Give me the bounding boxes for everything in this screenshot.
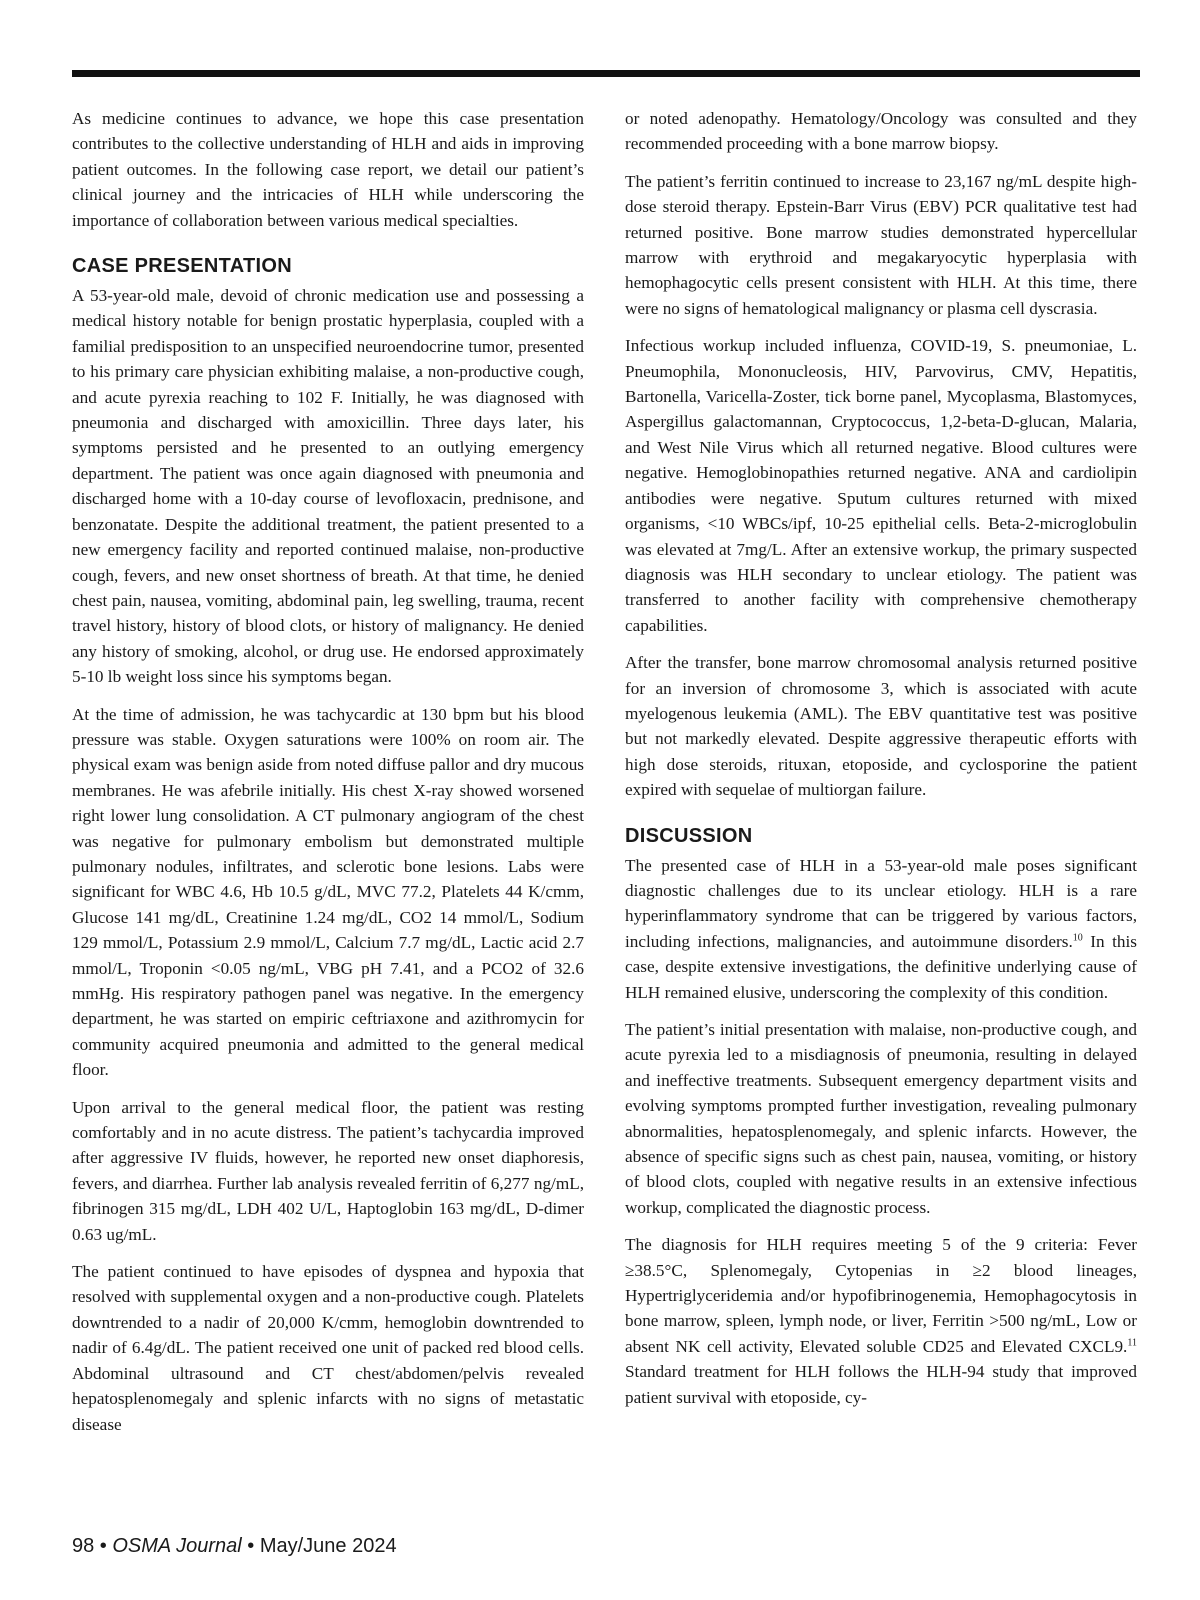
discussion-text-1b: In this case, despite extensive investigations, the definitive underlying cause of HLH remained elusive, underscoring the complexity of this condition. <box>625 931 1137 1002</box>
case-paragraph-7: Infectious workup included influenza, COVID-19, S. pneumoniae, L. Pneumophila, Mononucleosis, HIV, Parvovirus, CMV, Hepatitis, Bartonella, Varicella-Zoster, tick borne panel, Mycoplasma, Blastomyces, Aspergillus galactomannan, Cryptococcus, 1,2-beta-D-glucan, Malaria, and West Nile Virus which all returned negative. Blood cultures were negative. Hemoglobinopathies returned negative. ANA and cardiolipin antibodies were negative. Sputum cultures returned with mixed organisms, <10 WBCs/ipf, 10-25 epithelial cells. Beta-2-microglobulin was elevated at 7mg/L. After an extensive workup, the primary suspected diagnosis was HLH secondary to unclear etiology. The patient was transferred to another facility with comprehensive chemotherapy capabilities. <box>625 336 1137 635</box>
header-rule <box>72 70 1140 77</box>
footer-separator: • <box>241 1535 260 1557</box>
page-footer <box>72 1535 397 1558</box>
case-paragraph-5: or noted adenopathy. Hematology/Oncology was consulted and they recommended proceeding with a bone marrow biopsy. <box>625 109 1137 154</box>
right-column <box>625 106 1137 1422</box>
case-paragraph-4: The patient continued to have episodes of dyspnea and hypoxia that resolved with supplemental oxygen and a non-productive cough. Platelets downtrended to a nadir of 20,000 K/cmm, hemoglobin downtrended to nadir of 6.4g/dL. The patient received one unit of packed red blood cells. Abdominal ultrasound and CT chest/abdomen/pelvis revealed hepatosplenomegaly and splenic infarcts with no signs of metastatic disease <box>72 1262 584 1434</box>
discussion-text-3b: Standard treatment for HLH follows the HLH-94 study that improved patient survival with etoposide, cy- <box>625 1362 1137 1407</box>
case-paragraph-3: Upon arrival to the general medical floor, the patient was resting comfortably and in no acute distress. The patient’s tachycardia improved after aggressive IV fluids, however, he reported new onset diaphoresis, fevers, and diarrhea. Further lab analysis revealed ferritin of 6,277 ng/mL, fibrinogen 315 mg/dL, LDH 402 U/L, Haptoglobin 163 mg/dL, D-dimer 0.63 ug/mL. <box>72 1097 584 1244</box>
discussion-paragraph-1 <box>625 853 1137 1005</box>
page-number: 98 <box>72 1535 95 1557</box>
case-paragraph-8: After the transfer, bone marrow chromosomal analysis returned positive for an inversion of chromosome 3, which is associated with acute myelogenous leukemia (AML). The EBV quantitative test was positive but not markedly elevated. Despite aggressive therapeutic efforts with high dose steroids, rituxan, etoposide, and cyclosporine the patient expired with sequelae of multiorgan failure. <box>625 653 1137 800</box>
journal-name: OSMA Journal <box>112 1535 242 1557</box>
footer-separator: • <box>94 1535 113 1557</box>
discussion-paragraph-3 <box>625 1232 1137 1410</box>
discussion-heading: DISCUSSION <box>625 824 753 847</box>
discussion-text-3a: The diagnosis for HLH requires meeting 5 of the 9 criteria: Fever ≥38.5°C, Splenomegaly, Cytopenias in ≥2 blood lineages, Hypertriglyceridemia and/or hypofibrinogenemia, Hemophagocytosis in bone marrow, spleen, lymph node, or liver, Ferritin >500 ng/mL, Low or absent NK cell activity, Elevated soluble CD25 and Elevated CXCL9. <box>625 1235 1137 1356</box>
case-paragraph-2: At the time of admission, he was tachycardic at 130 bpm but his blood pressure was stable. Oxygen saturations were 100% on room air. The physical exam was benign aside from noted diffuse pallor and dry mucous membranes. He was afebrile initially. His chest X-ray showed worsened right lower lung consolidation. A CT pulmonary angiogram of the chest was negative for pulmonary embolism but demonstrated multiple pulmonary nodules, infiltrates, and sclerotic bone lesions. Labs were significant for WBC 4.6, Hb 10.5 g/dL, MVC 77.2, Platelets 44 K/cmm, Glucose 141 mg/dL, Creatinine 1.24 mg/dL, CO2 14 mmol/L, Sodium 129 mmol/L, Potassium 2.9 mmol/L, Calcium 7.7 mg/dL, Lactic acid 2.7 mmol/L, Troponin <0.05 ng/mL, VBG pH 7.41, and a PCO2 of 32.6 mmHg. His respiratory pathogen panel was negative. In the emergency department, he was started on empiric ceftriaxone and azithromycin for community acquired pneumonia and admitted to the general medical floor. <box>72 704 584 1080</box>
reference-10: 10 <box>1072 932 1083 944</box>
case-paragraph-6: The patient’s ferritin continued to increase to 23,167 ng/mL despite high-dose steroid therapy. Epstein-Barr Virus (EBV) PCR qualitative test had returned positive. Bone marrow studies demonstrated hypercellular marrow with erythroid and megakaryocytic hyperplasia with hemophagocytic cells present consistent with HLH. At this time, there were no signs of hematological malignancy or plasma cell dyscrasia. <box>625 171 1137 318</box>
discussion-paragraph-2: The patient’s initial presentation with malaise, non-productive cough, and acute pyrexia led to a misdiagnosis of pneumonia, resulting in delayed and ineffective treatments. Subsequent emergency department visits and evolving symptoms prompted further investigation, revealing pulmonary abnormalities, hepatosplenomegaly, and splenic infarcts. However, the absence of specific signs such as chest pain, nausea, vomiting, or history of blood clots, coupled with negative results in an extensive infectious workup, complicated the diagnostic process. <box>625 1020 1137 1217</box>
case-presentation-heading: CASE PRESENTATION <box>72 255 292 278</box>
left-column <box>72 106 584 1449</box>
reference-11: 11 <box>1127 1337 1137 1349</box>
issue-date: May/June 2024 <box>259 1535 397 1557</box>
case-paragraph-1: A 53-year-old male, devoid of chronic medication use and possessing a medical history notable for benign prostatic hyperplasia, coupled with a familial predisposition to an unspecified neuroendocrine tumor, presented to his primary care physician exhibiting malaise, a non-productive cough, and acute pyrexia reaching to 102 F. Initially, he was diagnosed with pneumonia and discharged with amoxicillin. Three days later, his symptoms persisted and he presented to an outlying emergency department. The patient was once again diagnosed with pneumonia and discharged home with a 10-day course of levofloxacin, prednisone, and benzonatate. Despite the additional treatment, the patient presented to a new emergency facility and reported continued malaise, non-productive cough, fevers, and new onset shortness of breath. At that time, he denied chest pain, nausea, vomiting, abdominal pain, leg swelling, trauma, recent travel history, history of blood clots, or history of malignancy. He denied any history of smoking, alcohol, or drug use. He endorsed approximately 5-10 lb weight loss since his symptoms began. <box>72 286 584 687</box>
discussion-text-1a: The presented case of HLH in a 53-year-old male poses significant diagnostic challenges due to its unclear etiology. HLH is a rare hyperinflammatory syndrome that can be triggered by various factors, including infections, malignancies, and autoimmune disorders. <box>625 855 1137 951</box>
intro-paragraph: As medicine continues to advance, we hope this case presentation contributes to the collective understanding of HLH and aids in improving patient outcomes. In the following case report, we detail our patient’s clinical journey and the intricacies of HLH while underscoring the importance of collaboration between various medical specialties. <box>72 109 584 230</box>
